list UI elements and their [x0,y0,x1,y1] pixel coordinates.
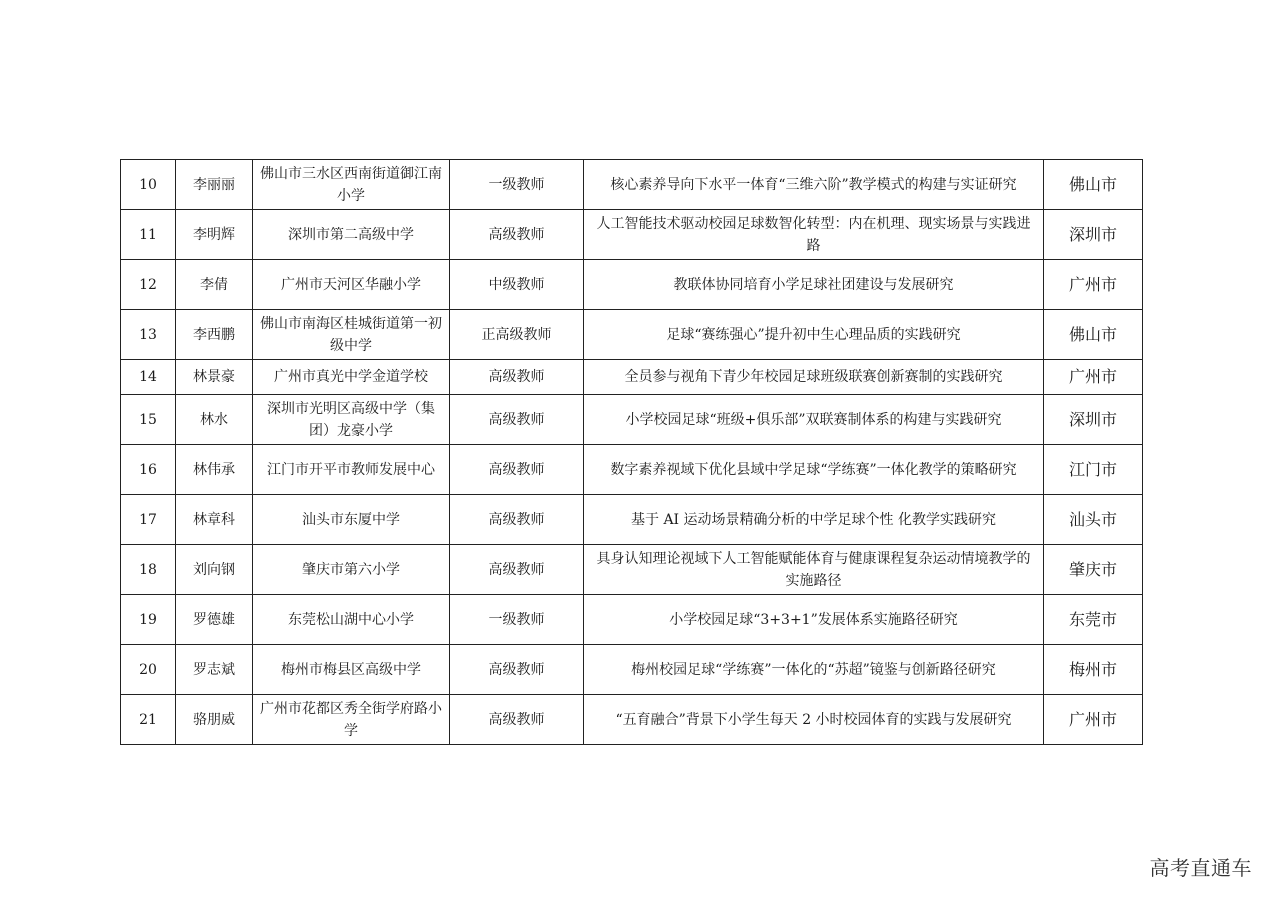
table-row [121,160,1143,210]
research-topic: 具身认知理论视域下人工智能赋能体育与健康课程复杂运动情境教学的实施路径 [584,545,1044,595]
teacher-name: 李西鹏 [176,310,253,360]
school-name: 深圳市光明区高级中学（集团）龙豪小学 [253,395,450,445]
research-topic: 核心素养导向下水平一体育“三维六阶”教学模式的构建与实证研究 [584,160,1044,210]
school-name: 佛山市三水区西南街道御江南小学 [253,160,450,210]
teacher-name: 刘向钢 [176,545,253,595]
school-name: 广州市花都区秀全街学府路小学 [253,695,450,745]
row-number: 10 [121,160,176,210]
research-topic: 人工智能技术驱动校园足球数智化转型：内在机理、现实场景与实践进路 [584,210,1044,260]
teacher-name: 罗德雄 [176,595,253,645]
research-topic: 小学校园足球“班级+俱乐部”双联赛制体系的构建与实践研究 [584,395,1044,445]
school-name: 汕头市东厦中学 [253,495,450,545]
row-number: 16 [121,445,176,495]
row-number: 21 [121,695,176,745]
teacher-title: 一级教师 [450,595,584,645]
teacher-title: 高级教师 [450,360,584,395]
teacher-name: 林伟承 [176,445,253,495]
research-topic: 基于 AI 运动场景精确分析的中学足球个性 化教学实践研究 [584,495,1044,545]
row-number: 18 [121,545,176,595]
teacher-title: 一级教师 [450,160,584,210]
city-name: 佛山市 [1044,160,1143,210]
city-name: 深圳市 [1044,210,1143,260]
city-name: 佛山市 [1044,310,1143,360]
school-name: 深圳市第二高级中学 [253,210,450,260]
research-topic: 全员参与视角下青少年校园足球班级联赛创新赛制的实践研究 [584,360,1044,395]
teacher-title: 中级教师 [450,260,584,310]
row-number: 17 [121,495,176,545]
teacher-title: 高级教师 [450,445,584,495]
school-name: 东莞松山湖中心小学 [253,595,450,645]
teacher-title: 高级教师 [450,395,584,445]
teacher-title: 高级教师 [450,645,584,695]
city-name: 梅州市 [1044,645,1143,695]
table-row [121,545,1143,595]
teacher-title: 高级教师 [450,695,584,745]
row-number: 11 [121,210,176,260]
teacher-name: 林景豪 [176,360,253,395]
school-name: 佛山市南海区桂城街道第一初级中学 [253,310,450,360]
city-name: 广州市 [1044,260,1143,310]
teacher-name: 李丽丽 [176,160,253,210]
school-name: 广州市天河区华融小学 [253,260,450,310]
city-name: 江门市 [1044,445,1143,495]
row-number: 19 [121,595,176,645]
teacher-name: 林水 [176,395,253,445]
teacher-title: 正高级教师 [450,310,584,360]
row-number: 12 [121,260,176,310]
teacher-title: 高级教师 [450,545,584,595]
award-table [120,159,1143,745]
table-row [121,495,1143,545]
row-number: 13 [121,310,176,360]
row-number: 15 [121,395,176,445]
teacher-title: 高级教师 [450,210,584,260]
school-name: 江门市开平市教师发展中心 [253,445,450,495]
table-row [121,445,1143,495]
table-row [121,395,1143,445]
award-table-body [121,160,1143,745]
research-topic: 梅州校园足球“学练赛”一体化的“苏超”镜鉴与创新路径研究 [584,645,1044,695]
table-row [121,360,1143,395]
teacher-name: 李倩 [176,260,253,310]
school-name: 肇庆市第六小学 [253,545,450,595]
row-number: 14 [121,360,176,395]
table-row [121,310,1143,360]
table-row [121,645,1143,695]
table-row [121,210,1143,260]
table-row [121,260,1143,310]
city-name: 汕头市 [1044,495,1143,545]
school-name: 梅州市梅县区高级中学 [253,645,450,695]
research-topic: 小学校园足球“3+3+1”发展体系实施路径研究 [584,595,1044,645]
research-topic: 足球“赛练强心”提升初中生心理品质的实践研究 [584,310,1044,360]
research-topic: 数字素养视域下优化县域中学足球“学练赛”一体化教学的策略研究 [584,445,1044,495]
teacher-name: 罗志斌 [176,645,253,695]
watermark-logo-text: 高考直通车 [1149,856,1252,880]
city-name: 广州市 [1044,695,1143,745]
research-topic: 教联体协同培育小学足球社团建设与发展研究 [584,260,1044,310]
teacher-title: 高级教师 [450,495,584,545]
school-name: 广州市真光中学金道学校 [253,360,450,395]
teacher-name: 李明辉 [176,210,253,260]
city-name: 深圳市 [1044,395,1143,445]
research-topic: “五育融合”背景下小学生每天 2 小时校园体育的实践与发展研究 [584,695,1044,745]
row-number: 20 [121,645,176,695]
city-name: 广州市 [1044,360,1143,395]
city-name: 东莞市 [1044,595,1143,645]
table-row [121,695,1143,745]
teacher-name: 骆朋威 [176,695,253,745]
table-row [121,595,1143,645]
teacher-name: 林章科 [176,495,253,545]
award-list-page [120,159,1142,745]
city-name: 肇庆市 [1044,545,1143,595]
